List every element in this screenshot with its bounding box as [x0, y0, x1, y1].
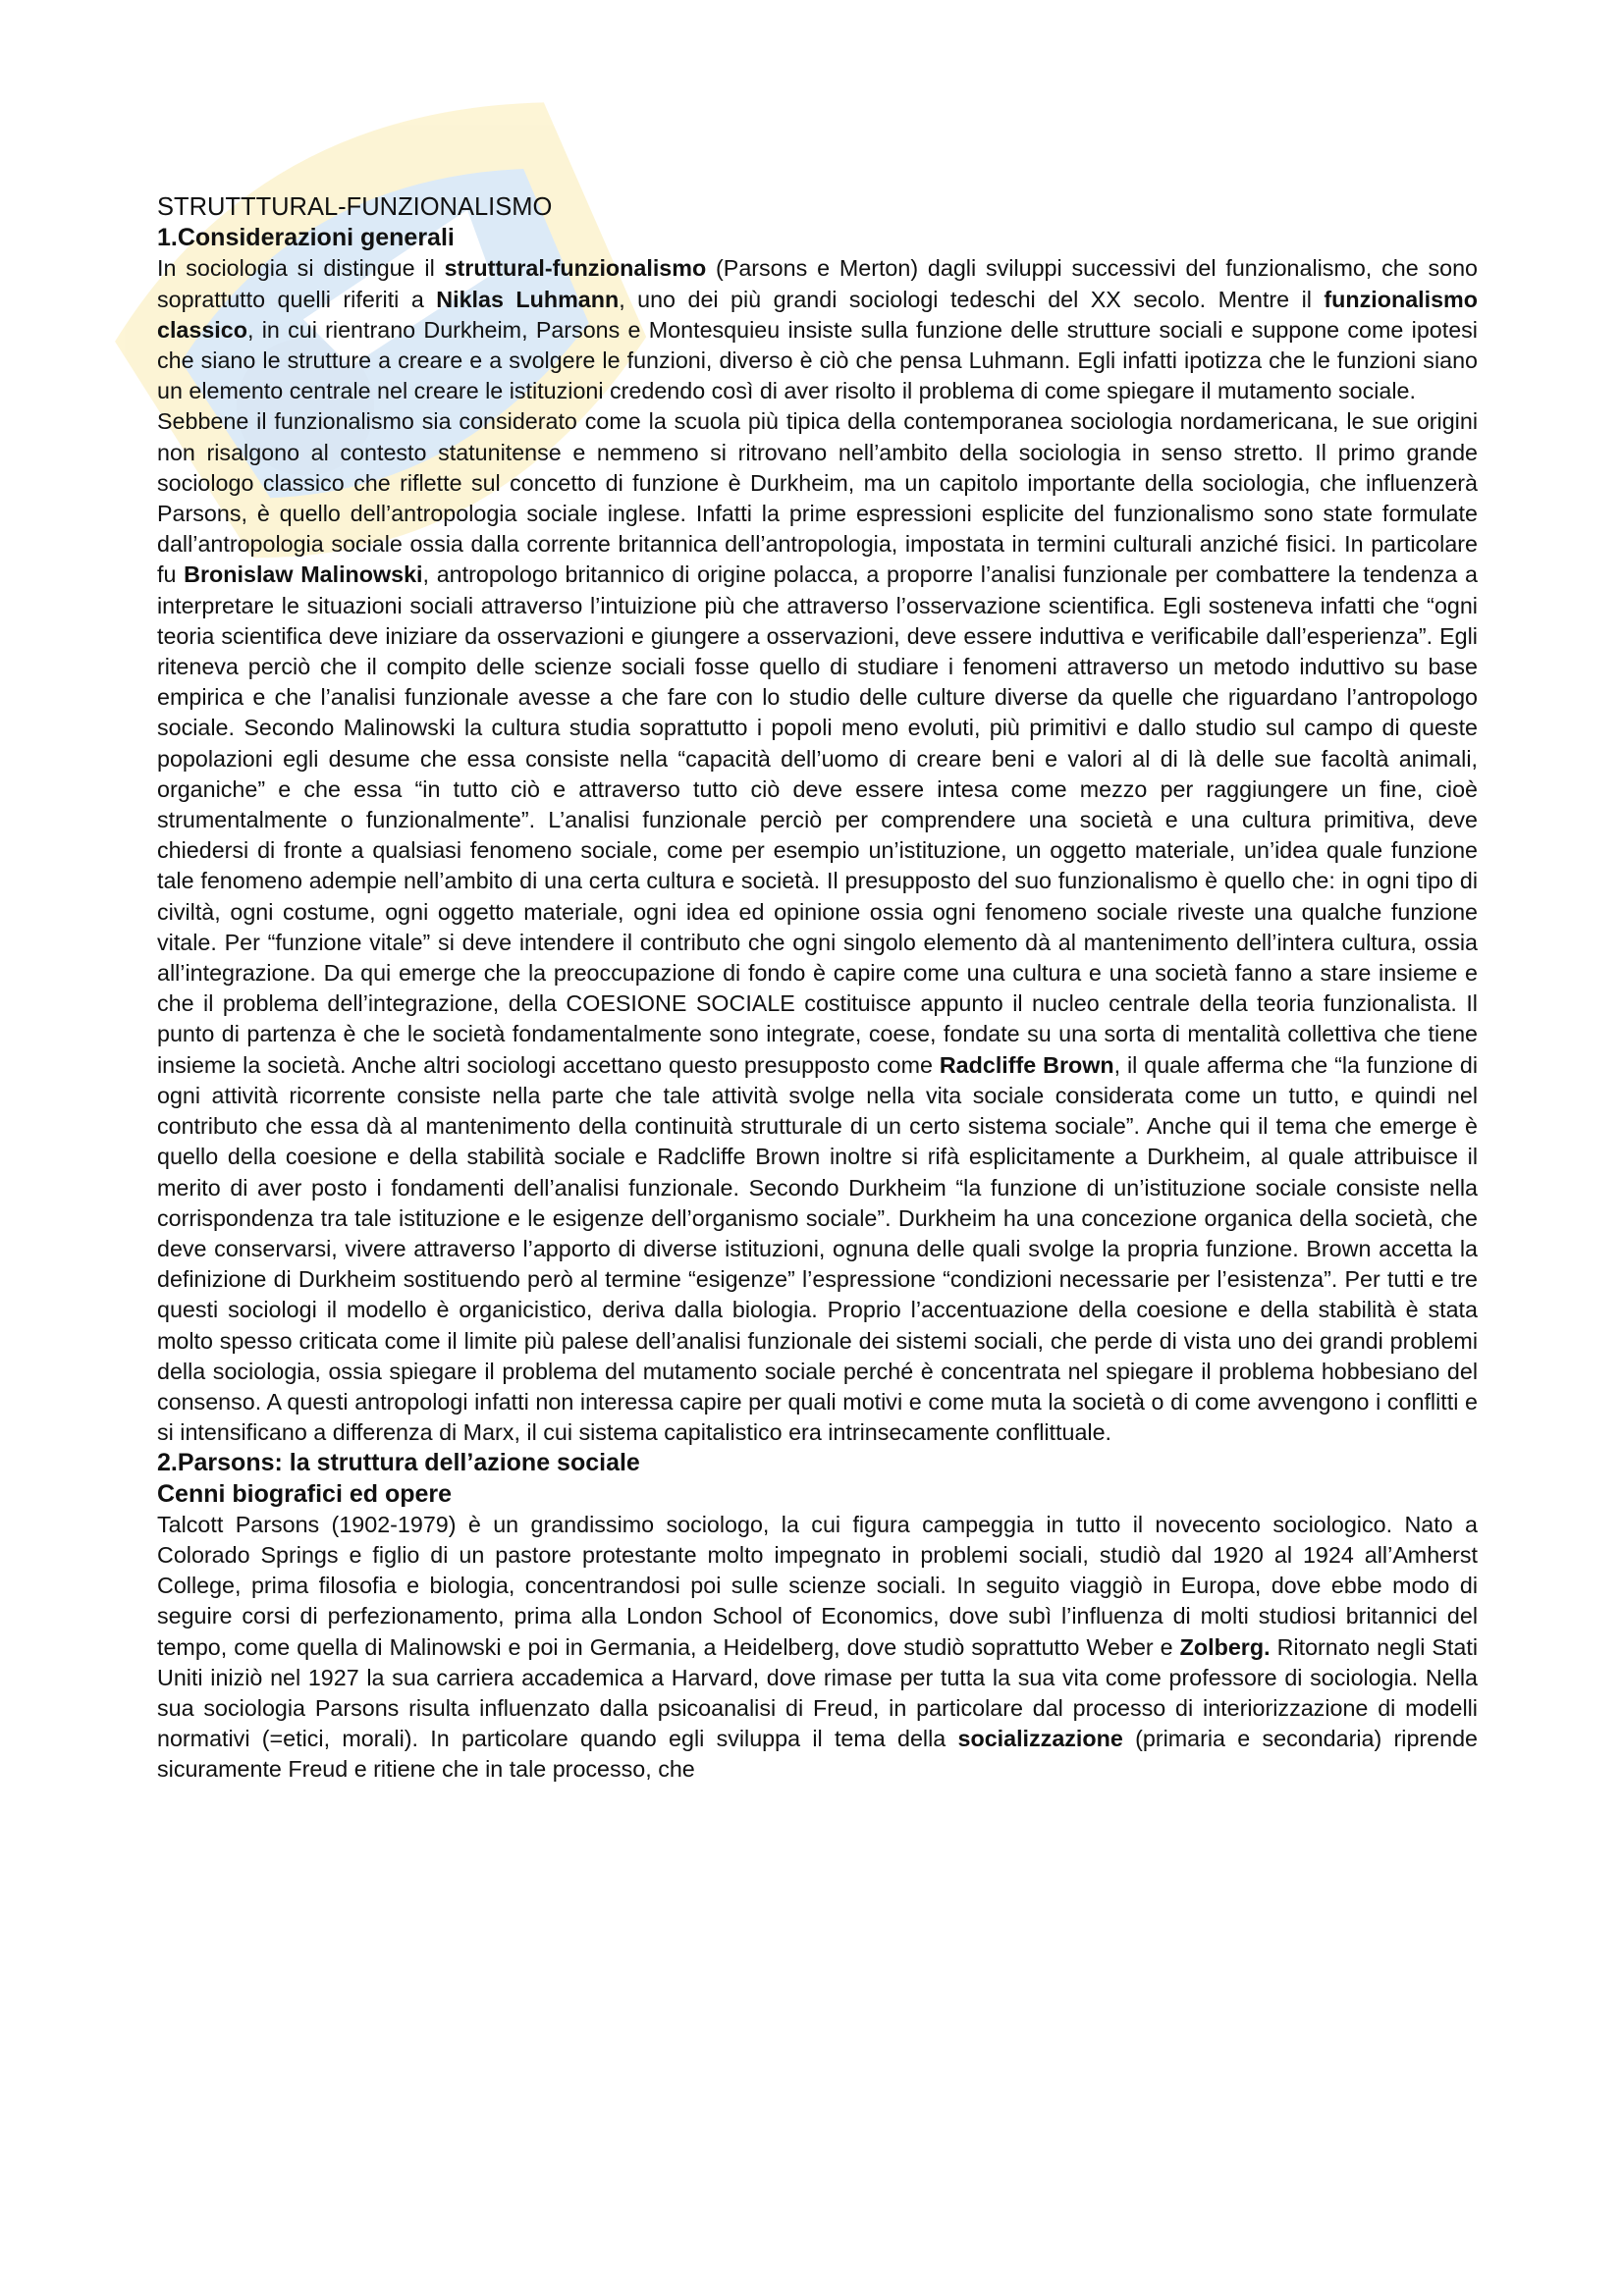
text-run: In sociologia si distingue il [157, 255, 445, 282]
paragraph [157, 253, 1478, 406]
section-heading-2: 2.Parsons: la struttura dell’azione sociale [157, 1449, 640, 1477]
document-body [157, 192, 1478, 1786]
section-heading-1: 1.Considerazioni generali [157, 224, 455, 252]
bold-term: struttural-funzionalismo [444, 255, 707, 282]
text-run: Sebbene il funzionalismo sia considerato come la scuola più tipica della contemporanea sociologia nordamericana, le sue origini non risalgono al contesto statunitense e nemmeno si ritrovano nell’ambito della sociologia in senso stretto. Il primo grande sociologo classico che riflette sul concetto di funzione è Durkheim, ma un capitolo importante della sociologia, che influenzerà Parsons, è quello dell’antropologia sociale inglese. Infatti la prime espressioni esplicite del funzionalismo sono state formulate dall’antropologia sociale ossia dalla corrente britannica dell’antropologia, impostata in termini culturali anziché fisici. In particolare fu [157, 408, 1478, 588]
text-run: , uno dei più grandi sociologi tedeschi del XX secolo. Mentre il [619, 286, 1325, 312]
text-run: Talcott Parsons (1902-1979) è un grandissimo sociologo, la cui figura campeggia in tutto il novecento sociologico. Nato a Colorado Springs e figlio di un pastore protestante molto impegnato in problemi sociali, studiò dal 1920 al 1924 all’Amherst College, prima filosofia e biologia, concentrandosi poi sulle scienze sociali. In seguito viaggiò in Europa, dove ebbe modo di seguire corsi di perfezionamento, prima alla London School of Economics, dove subì l’influenza di molti studiosi britannici del tempo, come quella di Malinowski e poi in Germania, a Heidelberg, dove studiò soprattutto Weber e [157, 1511, 1478, 1660]
paragraph [157, 406, 1478, 1448]
text-run: , antropologo britannico di origine polacca, a proporre l’analisi funzionale per combattere la tendenza a interpretare le situazioni sociali attraverso l’intuizione più che attraverso l’osservazione scientifica. Egli sosteneva infatti che “ogni teoria scientifica deve iniziare da osservazioni e giungere a osservazioni, deve essere induttiva e verificabile dall’esperienza”. Egli riteneva perciò che il compito delle scienze sociali fosse quello di studiare i fenomeni attraverso un metodo induttivo su base empirica e che l’analisi funzionale avesse a che fare con lo studio delle culture diverse da quelle che riguardano l’antropologo sociale. Secondo Malinowski la cultura studia soprattutto i popoli meno evoluti, più primitivi e dallo studio sul campo di queste popolazioni egli desume che essa consiste nella “capacità dell’uomo di creare beni e valori al di là delle sue facoltà animali, organiche” e che essa “in tutto ciò e attraverso tutto ciò deve essere intesa come mezzo per raggiungere un fine, cioè strumentalmente o funzionalmente”. L’analisi funzionale perciò per comprendere una società e una cultura primitiva, deve chiedersi di fronte a qualsiasi fenomeno sociale, come per esempio un’istituzione, un oggetto materiale, un’idea quale funzione tale fenomeno adempie nell’ambito di una certa cultura e società. Il presupposto del suo funzionalismo è quello che: in ogni tipo di civiltà, ogni costume, ogni oggetto materiale, ogni idea ed opinione ossia ogni fenomeno sociale riveste una qualche funzione vitale. Per “funzione vitale” si deve intendere il contributo che ogni singolo elemento dà al mantenimento dell’intera cultura, ossia all’integrazione. Da qui emerge che la preoccupazione di fondo è capire come una cultura e una società fanno a stare insieme e che il problema dell’integrazione, della COESIONE SOCIALE costituisce appunto il nucleo centrale della teoria funzionalista. Il punto di partenza è che le società fondamentalmente sono integrate, coese, fondate su una sorta di mentalità collettiva che tiene insieme la società. Anche altri sociologi accettano questo presupposto come [157, 561, 1478, 1078]
text-run: (primaria e secondaria) riprende sicuramente Freud e ritiene che in tale processo, che [157, 1726, 1478, 1783]
text-run: , il quale afferma che “la funzione di ogni attività ricorrente consiste nella parte che tale attività svolge nella vita sociale considerata come un tutto, e quindi nel contributo che essa dà al mantenimento della continuità strutturale di un certo sistema sociale”. Anche qui il tema che emerge è quello della coesione e della stabilità sociale e Radcliffe Brown inoltre si rifà esplicitamente a Durkheim, al quale attribuisce il merito di aver posto i fondamenti dell’analisi funzionale. Secondo Durkheim “la funzione di un’istituzione sociale consiste nella corrispondenza tra tale istituzione e le esigenze dell’organismo sociale”. Durkheim ha una concezione organica della società, che deve conservarsi, vivere attraverso l’apporto di diverse istituzioni, ognuna delle quali svolge la propria funzione. Brown accetta la definizione di Durkheim sostituendo però al termine “esigenze” l’espressione “condizioni necessarie per l’esistenza”. Per tutti e tre questi sociologi il modello è organicistico, deriva dalla biologia. Proprio l’accentuazione della coesione e della stabilità è stata molto spesso criticata come il limite più palese dell’analisi funzionale dei sistemi sociali, che perde di vista uno dei grandi problemi della sociologia, ossia spiegare il problema del mutamento sociale perché è concentrata nel spiegare il problema hobbesiano del consenso. A questi antropologi infatti non interessa capire per quali motivi e come muta la società o di come avvengono i conflitti e si intensificano a differenza di Marx, il cui sistema capitalistico era intrinsecamente conflittuale. [157, 1051, 1478, 1446]
document-title: STRUTTTURAL-FUNZIONALISMO [157, 193, 553, 221]
text-run: Ritornato negli Stati Uniti iniziò nel 1927 la sua carriera accademica a Harvard, dove rimase per tutta la sua vita come professore di sociologia. Nella sua sociologia Parsons risulta influenzato dalla psicoanalisi di Freud, in particolare dal processo di interiorizzazione di modelli normativi (=etici, morali). In particolare quando egli sviluppa il tema della [157, 1633, 1478, 1752]
bold-term: socializzazione [957, 1726, 1123, 1752]
bold-term: funzionalismo classico [157, 286, 1478, 343]
bold-term: Niklas Luhmann [436, 286, 620, 312]
text-run: (Parsons e Merton) dagli sviluppi successivi del funzionalismo, che sono soprattutto quelli riferiti a [157, 255, 1478, 312]
text-run: , in cui rientrano Durkheim, Parsons e Montesquieu insiste sulla funzione delle strutture sociali e suppone come ipotesi che siano le strutture a creare e a svolgere le funzioni, diverso è ciò che pensa Luhmann. Egli infatti ipotizza che le funzioni siano un elemento centrale nel creare le istituzioni credendo così di aver risolto il problema di come spiegare il mutamento sociale. [157, 316, 1478, 404]
paragraph [157, 1510, 1478, 1786]
subsection-heading: Cenni biografici ed opere [157, 1479, 453, 1508]
bold-term: Bronislaw Malinowski [184, 561, 423, 588]
bold-term: Zolberg. [1179, 1633, 1271, 1660]
bold-term: Radcliffe Brown [939, 1051, 1114, 1078]
